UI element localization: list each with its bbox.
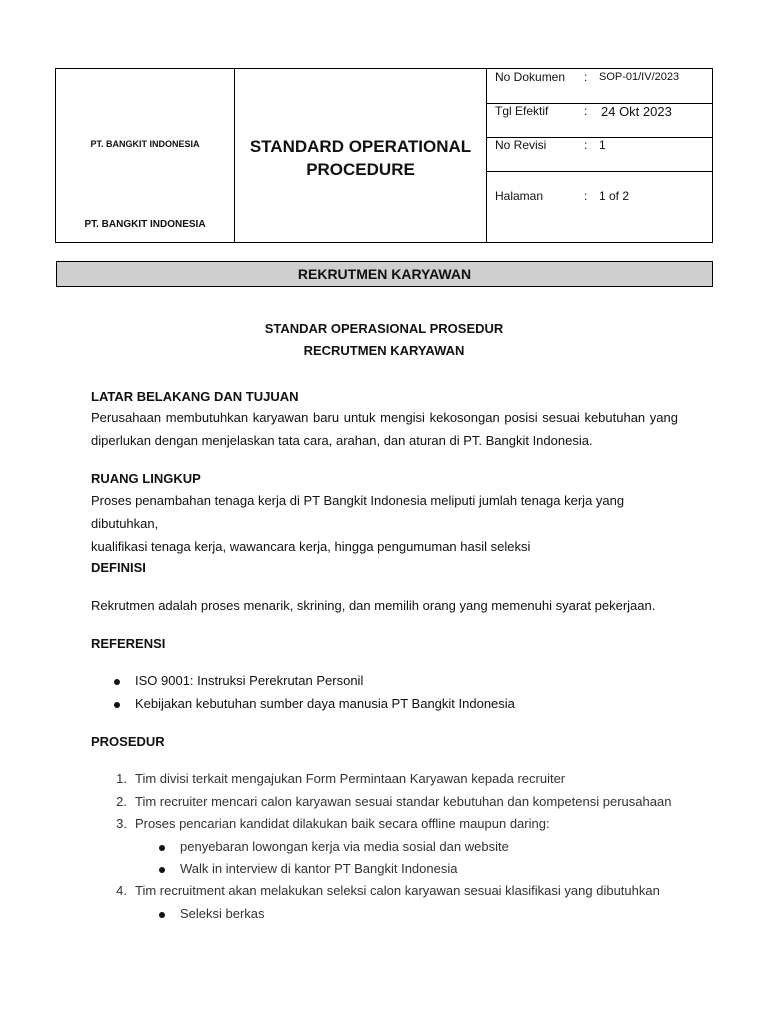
meta-label: Tgl Efektif [495,104,549,118]
heading-prosedur: PROSEDUR [91,734,165,749]
list-item-text: Seleksi berkas [180,906,265,921]
paragraph-definisi: Rekrutmen adalah proses menarik, skrining, dan memilih orang yang memenuhi syarat pekerjaan. [91,598,656,613]
step-number: 2. [116,794,127,809]
sop-title [250,131,471,181]
step-number: 4. [116,883,127,898]
paragraph-latar-belakang [91,406,678,452]
meta-label: Halaman [495,189,544,203]
meta-value: 1 of 2 [599,189,630,203]
step-text: Proses pencarian kandidat dilakukan baik secara offline maupun daring: [135,816,550,831]
title-cell [235,69,487,242]
step-text: Tim recruiter mencari calon karyawan sesuai standar kebutuhan dan kompetensi perusahaan [135,794,672,809]
bullet-icon [159,912,165,918]
list-item-text: Walk in interview di kantor PT Bangkit Indonesia [180,861,458,876]
meta-row-halaman [487,172,712,243]
paragraph-ruang-lingkup [91,489,691,558]
step-text: Tim divisi terkait mengajukan Form Permintaan Karyawan kepada recruiter [135,771,566,786]
company-cell [56,69,235,242]
meta-row-tgl-efektif [487,104,712,138]
sop-title-line1: STANDARD OPERATIONAL [249,136,472,156]
paragraph-line: diperlukan dengan menjelaskan tata cara, arahan, dan aturan di PT. Bangkit Indonesia. [91,433,593,448]
meta-colon: : [584,104,588,118]
meta-value: SOP-01/IV/2023 [599,71,680,83]
meta-row-no-dokumen [487,69,712,104]
step-text: Tim recruitment akan melakukan seleksi calon karyawan sesuai klasifikasi yang dibutuhkan [135,883,660,898]
section-title-bar: REKRUTMEN KARYAWAN [56,261,713,287]
meta-value: 24 Okt 2023 [601,104,672,119]
list-item-text: ISO 9001: Instruksi Perekrutan Personil [135,673,364,688]
meta-colon: : [584,138,588,152]
paragraph-line: Perusahaan membutuhkan karyawan baru untuk mengisi kekosongan posisi sesuai kebutuhan yang [91,410,678,425]
list-item-text: penyebaran lowongan kerja via media sosial dan website [180,839,509,854]
bullet-icon [159,845,165,851]
paragraph-line: kualifikasi tenaga kerja, wawancara kerja, hingga pengumuman hasil seleksi [91,539,531,554]
doc-title-line2: RECRUTMEN KARYAWAN [303,343,465,358]
meta-row-no-revisi [487,138,712,172]
meta-label: No Dokumen [495,70,566,84]
meta-cell [487,69,712,242]
heading-referensi: REFERENSI [91,636,166,651]
step-number: 3. [116,816,127,831]
company-name-bottom: PT. BANGKIT INDONESIA [84,219,206,230]
bullet-icon [114,679,120,685]
step-number: 1. [116,771,127,786]
heading-ruang-lingkup: RUANG LINGKUP [91,471,201,486]
meta-label: No Revisi [495,138,547,152]
heading-definisi: DEFINISI [91,560,146,575]
bullet-icon [159,867,165,873]
sop-title-line2: PROCEDURE [306,159,415,179]
paragraph-line: Proses penambahan tenaga kerja di PT Bangkit Indonesia meliputi jumlah tenaga kerja yang dibutuhkan, [91,493,625,531]
meta-value: 1 [599,138,606,152]
company-name-top: PT. BANGKIT INDONESIA [90,139,200,149]
doc-title-line1: STANDAR OPERASIONAL PROSEDUR [264,321,504,336]
meta-colon: : [584,189,588,203]
bullet-icon [114,702,120,708]
heading-latar-belakang: LATAR BELAKANG DAN TUJUAN [91,389,299,404]
header-table [55,68,713,243]
list-item-text: Kebijakan kebutuhan sumber daya manusia PT Bangkit Indonesia [135,696,515,711]
meta-colon: : [584,70,588,84]
